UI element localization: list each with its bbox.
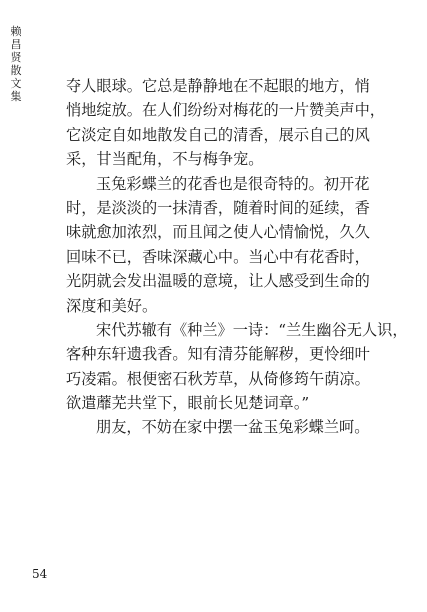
paragraph-start-line: 玉兔彩蝶兰的花香也是很奇特的。初开花 [96,174,370,193]
text-line: 夺人眼球。它总是静静地在不起眼的地方，悄 [66,77,370,95]
text-line: 回味不已，香味深藏心中。当心中有花香时， [66,247,370,266]
text-line: 深度和美好。 [66,296,158,315]
text-line: 采，甘当配角，不与梅争宠。 [66,150,264,169]
text-line: 味就愈加浓烈，而且闻之使人心情愉悦，久久 [66,223,370,242]
text-line: 客种东轩遗我香。知有清芬能解秽，更怜细叶 [66,345,370,364]
text-line: 悄地绽放。在人们纷纷对梅花的一片赞美声中， [66,101,385,120]
page-number: 54 [32,567,48,581]
text-line: 巧凌霜。根便密石秋芳草，从倚修筠午荫凉。 [66,369,370,388]
paragraph-start-line: 宋代苏辙有《种兰》一诗：“兰生幽谷无人识， [96,320,408,339]
text-line: 欲遣蘼芜共堂下，眼前长见楚词章。” [66,394,310,413]
running-head: 赖昌贤散文集 [10,25,22,103]
text-line: 时，是淡淡的一抹清香，随着时间的延续，香 [66,198,370,217]
paragraph-start-line: 朋友，不妨在家中摆一盆玉兔彩蝶兰呵。 [96,418,370,437]
text-line: 光阴就会发出温暖的意境，让人感受到生命的 [66,272,370,291]
text-line: 它淡定自如地散发自己的清香，展示自己的风 [66,125,370,144]
body-text [66,74,408,440]
